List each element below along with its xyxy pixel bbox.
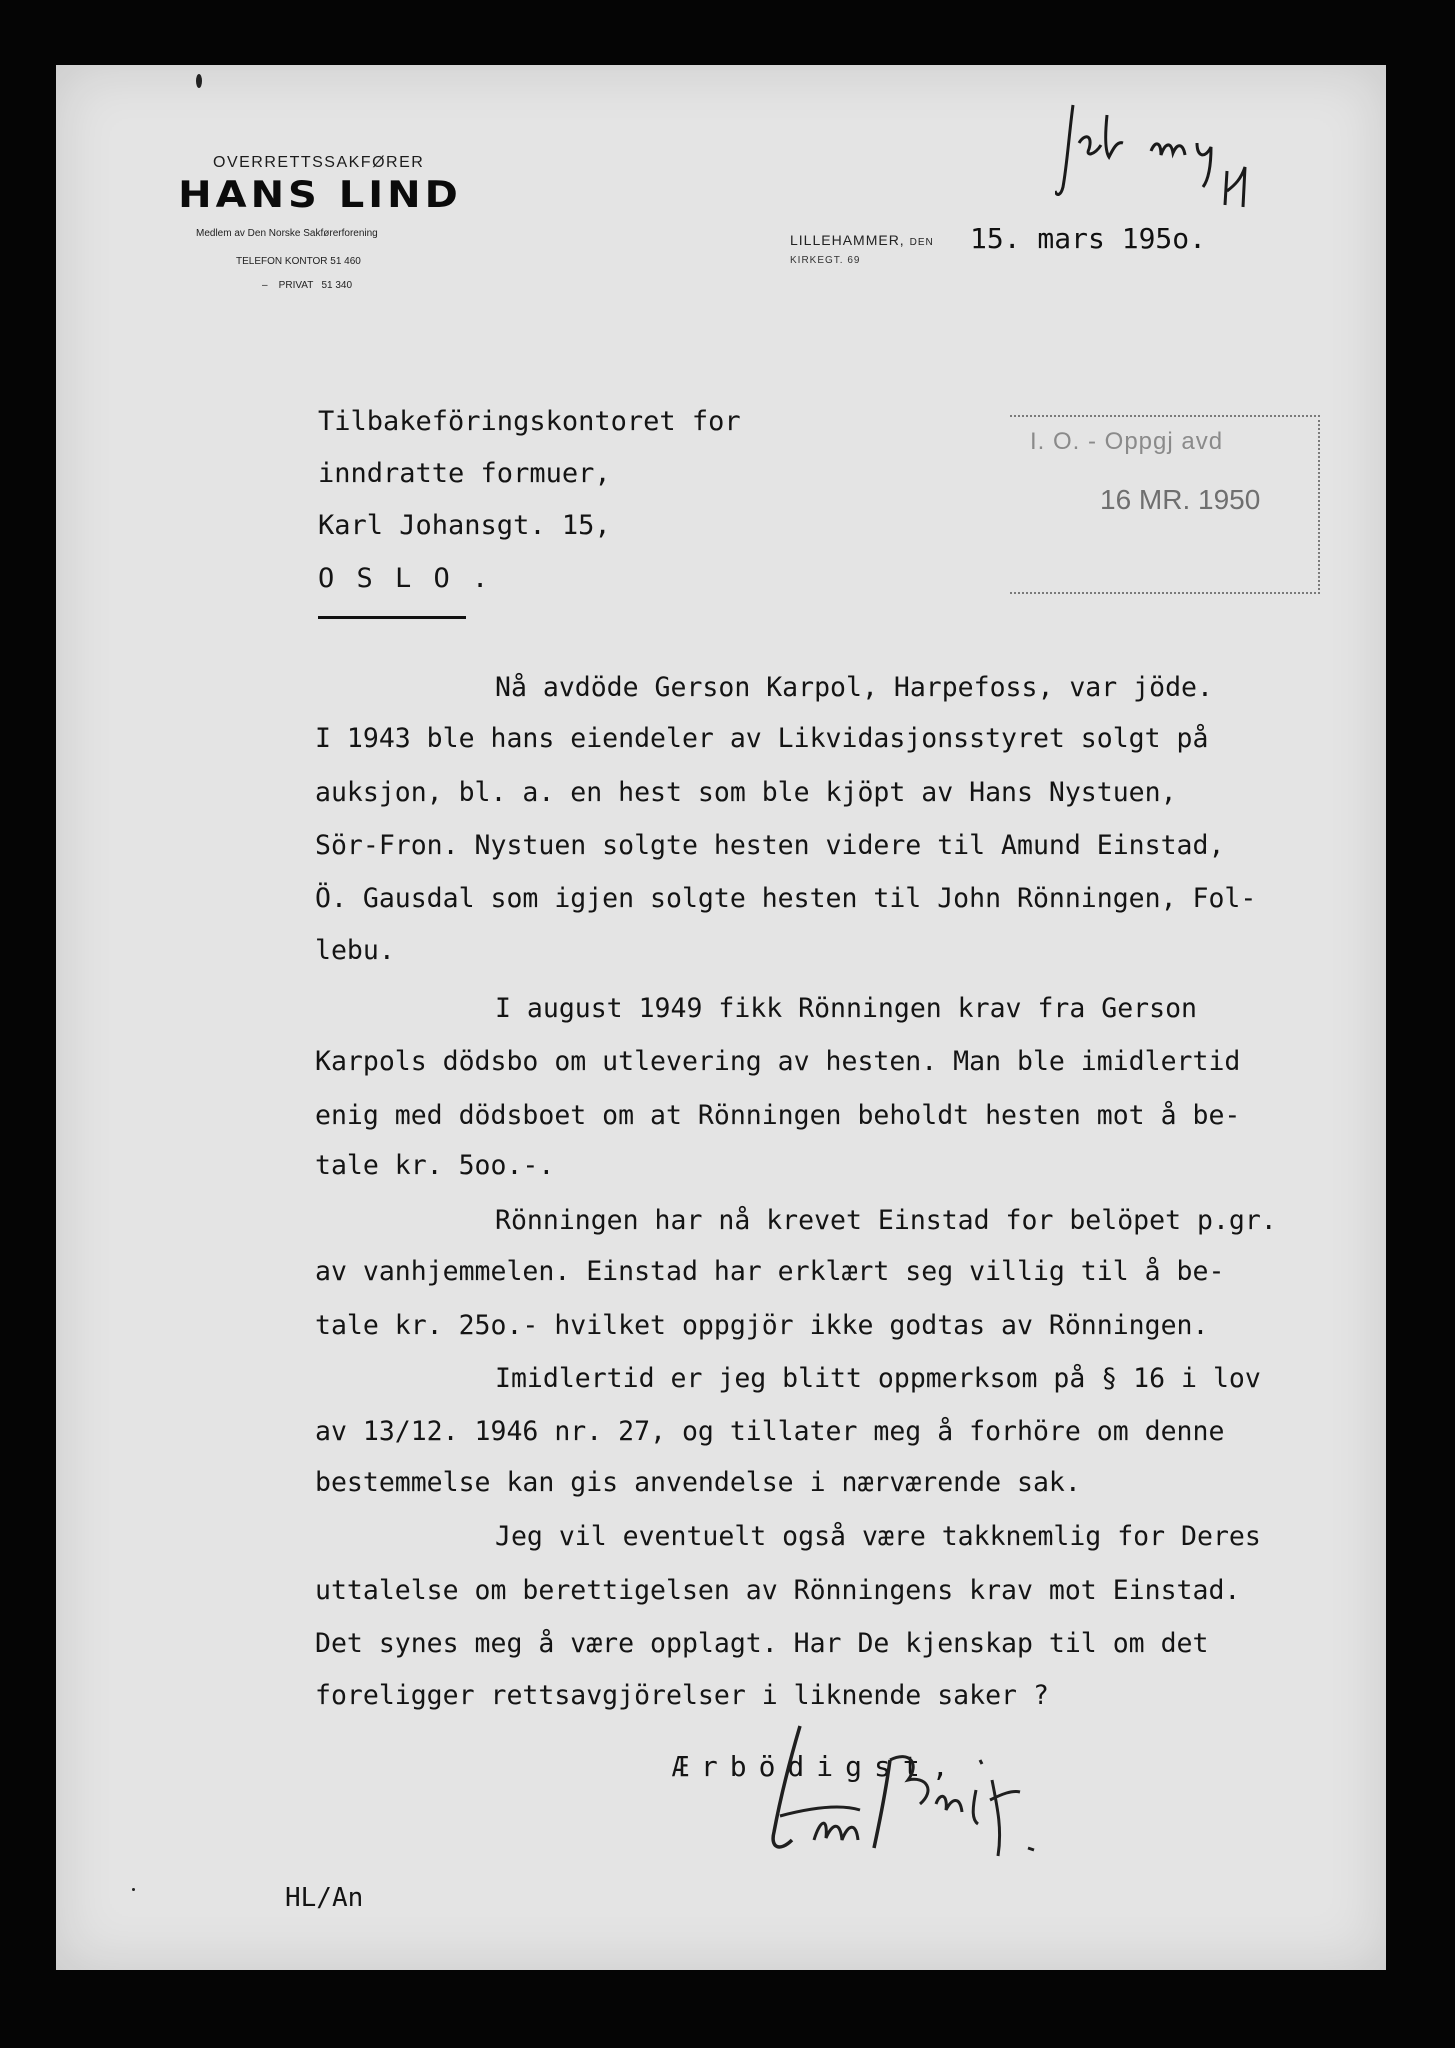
- address-underline: [318, 616, 466, 619]
- dateline-street: KIRKEGT. 69: [790, 255, 861, 266]
- dateline-den: DEN: [909, 237, 934, 248]
- letterhead-name: HANS LIND: [178, 173, 462, 217]
- handwritten-signature: [740, 1720, 1060, 1870]
- body-text-line: I august 1949 fikk Rönningen krav fra Gerson: [495, 993, 1197, 1024]
- stamp-office-text: I. O. - Oppgj avd: [1030, 428, 1224, 455]
- letter-date: 15. mars 195o.: [970, 222, 1207, 255]
- body-text-line: foreligger rettsavgjörelser i liknende saker ?: [315, 1680, 1049, 1711]
- dateline-city: LILLEHAMMER,: [790, 232, 905, 248]
- letterhead-phone-office: TELEFON KONTOR 51 460: [236, 256, 361, 267]
- stamp-date: 16 MR. 1950: [1100, 484, 1261, 515]
- address-line-3: Karl Johansgt. 15,: [318, 510, 611, 541]
- address-line-2: inndratte formuer,: [318, 458, 611, 489]
- letterhead-title: OVERRETTSSAKFØRER: [213, 154, 425, 171]
- body-text-line: auksjon, bl. a. en hest som ble kjöpt av Hans Nystuen,: [315, 777, 1177, 808]
- closing-salutation: Ærbödigst,: [672, 1750, 961, 1783]
- address-line-1: Tilbakeföringskontoret for: [318, 406, 741, 437]
- handwritten-annotation: [1055, 95, 1255, 215]
- body-text-line: av vanhjemmelen. Einstad har erklært seg villig til å be-: [315, 1256, 1225, 1287]
- address-line-4: O S L O .: [318, 563, 492, 594]
- body-text-line: Karpols dödsbo om utlevering av hesten. Man ble imidlertid: [315, 1046, 1241, 1077]
- body-text-line: tale kr. 25o.- hvilket oppgjör ikke godtas av Rönningen.: [315, 1310, 1209, 1341]
- dust-speck: [196, 74, 202, 88]
- letterhead-membership: Medlem av Den Norske Sakførerforening: [196, 228, 378, 239]
- body-text-line: Rönningen har nå krevet Einstad for belöpet p.gr.: [495, 1205, 1277, 1236]
- body-text-line: Nå avdöde Gerson Karpol, Harpefoss, var jöde.: [495, 672, 1213, 703]
- body-text-line: av 13/12. 1946 nr. 27, og tillater meg å forhöre om denne: [315, 1416, 1225, 1447]
- dateline-place: [790, 232, 934, 248]
- body-text-line: Jeg vil eventuelt også være takknemlig for Deres: [495, 1521, 1261, 1552]
- body-text-line: bestemmelse kan gis anvendelse i nærværende sak.: [315, 1467, 1081, 1498]
- body-text-line: lebu.: [315, 935, 395, 966]
- body-text-line: enig med dödsboet om at Rönningen beholdt hesten mot å be-: [315, 1100, 1241, 1131]
- body-text-line: tale kr. 5oo.-.: [315, 1150, 555, 1181]
- typist-initials: HL/An: [285, 1883, 364, 1913]
- body-text-line: I 1943 ble hans eiendeler av Likvidasjonsstyret solgt på: [315, 723, 1209, 754]
- body-text-line: Ö. Gausdal som igjen solgte hesten til John Rönningen, Fol-: [315, 883, 1257, 914]
- body-text-line: Det synes meg å være opplagt. Har De kjenskap til om det: [315, 1628, 1209, 1659]
- letterhead-phone-private: – PRIVAT 51 340: [262, 280, 353, 291]
- body-text-line: uttalelse om berettigelsen av Rönningens krav mot Einstad.: [315, 1575, 1241, 1606]
- body-text-line: Sör-Fron. Nystuen solgte hesten videre til Amund Einstad,: [315, 830, 1225, 861]
- body-text-line: Imidlertid er jeg blitt oppmerksom på § 16 i lov: [495, 1363, 1261, 1394]
- dust-speck: [132, 1888, 135, 1891]
